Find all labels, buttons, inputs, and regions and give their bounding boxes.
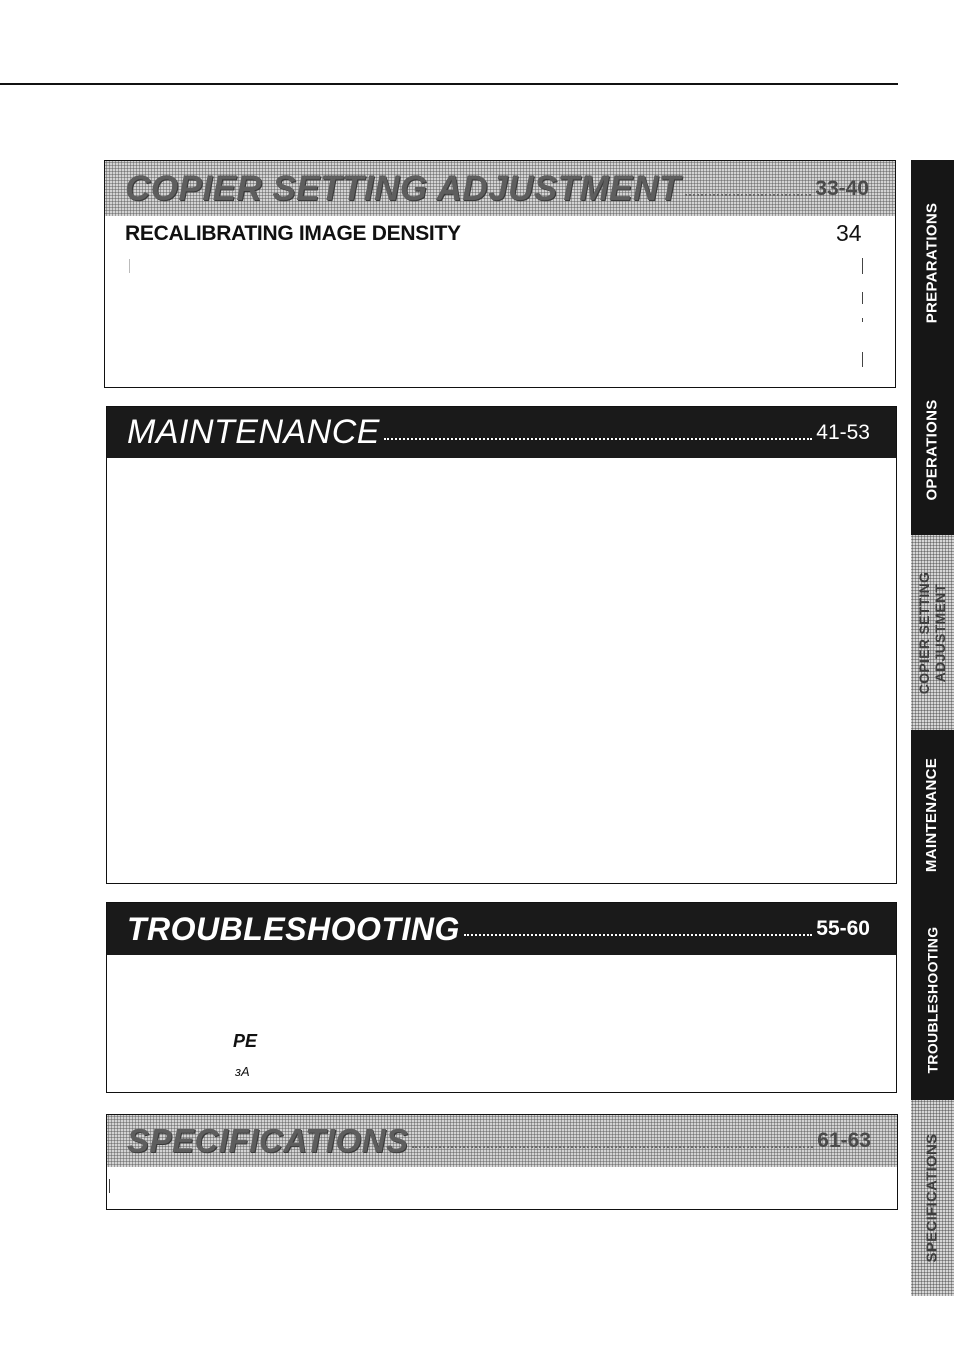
faint-mark [862,258,863,274]
faint-mark [862,318,863,322]
side-tab-strip [911,160,954,1296]
toc-entry-label: RECALIBRATING IMAGE DENSITY [125,222,461,245]
dot-leader [412,1131,813,1151]
faint-mark [129,259,130,273]
section-maintenance [106,406,897,884]
side-tab-label: COPIER SETTING ADJUSTMENT [916,571,949,694]
side-tab-maintenance[interactable] [911,730,954,900]
section-copier-setting-adjustment [104,160,896,388]
side-tab-preparations[interactable] [911,160,954,365]
dot-leader [384,423,812,443]
section-pages: 55-60 [816,917,870,940]
section-title: TROUBLESHOOTING [127,910,460,947]
section-specifications [106,1114,898,1210]
error-code-glyph: ɜA [235,1064,250,1079]
section-pages: 33-40 [815,176,869,200]
section-troubleshooting [106,902,897,1093]
section-pages: 41-53 [816,420,870,444]
faint-mark [109,1179,110,1193]
section-title: MAINTENANCE [127,413,380,451]
faint-mark [862,292,863,304]
side-tab-label: OPERATIONS [923,399,941,501]
side-tab-specifications[interactable] [911,1100,954,1296]
dot-leader [464,919,812,939]
section-header [107,1115,897,1167]
dot-leader [685,179,812,199]
side-tab-label: SPECIFICATIONS [923,1133,941,1263]
side-tab-troubleshooting[interactable] [911,900,954,1100]
error-code-glyph: PE [233,1031,258,1051]
side-tab-label: MAINTENANCE [923,757,941,873]
top-rule [0,83,898,85]
section-header [107,407,896,458]
section-pages: 61-63 [817,1129,871,1152]
section-title: COPIER SETTING ADJUSTMENT [125,168,681,208]
toc-entry-page: 34 [836,220,862,246]
side-tab-operations[interactable] [911,365,954,535]
section-header [107,903,896,955]
section-title: SPECIFICATIONS [127,1122,409,1159]
side-tab-copier-setting-adjustment[interactable] [911,535,954,730]
faint-mark [862,352,863,367]
side-tab-label: PREPARATIONS [923,202,941,323]
section-header [105,161,895,216]
side-tab-label: TROUBLESHOOTING [924,926,941,1074]
